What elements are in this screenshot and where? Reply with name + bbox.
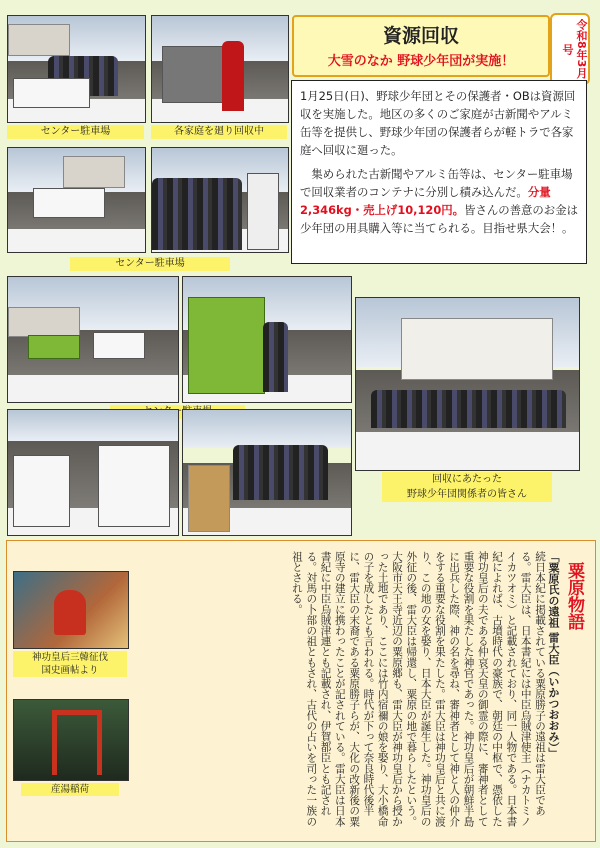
- article-body: [291, 80, 587, 264]
- article-highlight: 分量2,346kg・売上げ10,120円。: [300, 185, 551, 217]
- photo-center-parking-3a: [7, 276, 179, 403]
- caption-row2: センター駐車場: [70, 257, 230, 271]
- caption-shrine: 産湯稲荷: [21, 783, 119, 796]
- photo-collection-trucks: [7, 409, 179, 536]
- caption-group: 回収にあたった 野球少年団関係者の皆さん: [382, 472, 552, 502]
- caption-illustration: 神功皇后三韓征伐 国史画帖より: [13, 651, 127, 677]
- story-body: 続日本紀に掲載されている粟原勝子の遠祖は雷大臣である。雷大臣は、日本書紀には中臣烏賊津使主（ナカトミノイカツオミ）と記載されており、同一人物である。日本書紀によれば、古墳時代の豪族で、朝廷の中枢で、憑依した神功皇后の夫である仲哀天皇の御霊の際に、審神者として重要な役割を果たした神官であった。神功皇后が朝鮮半島に出兵した際、神の名を尋ね、審神者として神と人の仲介をする重要な役割を果たした。雷大臣は神功皇后と共に渡り、この地の女を娶り、日本大臣が誕生した。神功皇后の外征の後、雷大臣は帰還し、粟原の地で暮らしたという。大阪市天王寺近辺の粟原郷も、雷大臣が神功皇后から授かった土地であり、ここには竹内宿禰の娘を娶り、大小橋命の子を成したとも言われる。時代が下って奈良時代後半に、雷大臣の末裔である粟原勝子らが、大化の改新後の粟原寺の建立に携わったことが記されている。雷大臣は日本書紀に中臣烏賊津連とも記載され、伊賀都臣とも記される。対馬の卜部の祖ともされ、古代の占いを司った一族の祖とされる。: [290, 551, 546, 827]
- headline-title: 資源回収: [382, 25, 459, 47]
- article-paragraph-1: 1月25日(日)、野球少年団とその保護者・OBは資源回収を実施した。地区の多くのご家庭が古新聞やアルミ缶等を提供し、野球少年団の保護者らが軽トラで各家庭へ回収に廻った。: [300, 89, 576, 157]
- caption-photo2: 各家庭を廻り回収中: [151, 125, 287, 139]
- headline-box: [292, 15, 550, 77]
- story-title: 粟原物語: [564, 562, 584, 630]
- story-subtitle: 「粟原氏の遠祖 雷大臣（いかつおおみ）」: [547, 551, 560, 759]
- photo-ubuyu-inari: [13, 699, 129, 781]
- issue-date-box: [550, 13, 590, 85]
- photo-center-parking-3b: [182, 276, 352, 403]
- photo-center-parking-2a: [7, 147, 146, 253]
- photo-sorting: [182, 409, 352, 536]
- caption-photo1: センター駐車場: [7, 125, 144, 139]
- headline-subtitle: 大雪のなか 野球少年団が実施！: [327, 54, 515, 69]
- issue-date: 令和8年3月号: [561, 19, 588, 79]
- photo-group: [355, 297, 580, 471]
- photo-household-collection: [151, 15, 289, 123]
- illustration-jingu-kogo: [13, 571, 129, 649]
- story-section: [6, 540, 596, 842]
- photo-center-parking-1: [7, 15, 146, 123]
- photo-center-parking-2b: [151, 147, 289, 253]
- article-paragraph-2: 集められた古新聞やアルミ缶等は、センター駐車場で回収業者のコンテナに分別し積み込んだ。分量2,346kg・売上げ10,120円。皆さんの善意のお金は少年団の用具購入等に当てられる。目指せ県大会！。: [300, 167, 578, 235]
